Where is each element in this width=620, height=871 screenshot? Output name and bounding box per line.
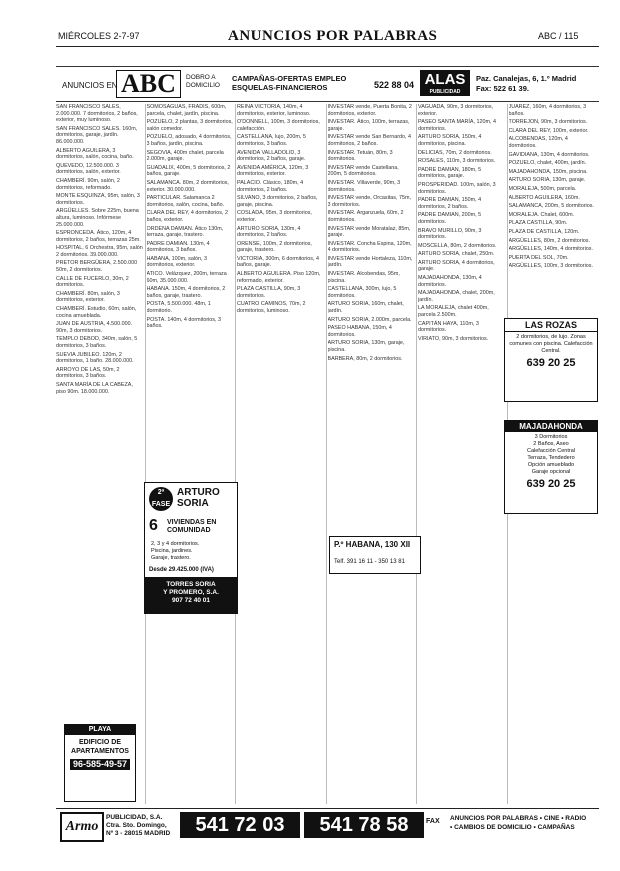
classified-ad: ORENSE, 100m, 2 dormitorios, garaje, trastero. [237,240,312,254]
classified-ad: PASEO SANTA MARÍA, 120m, 4 dormitorios. [418,119,496,132]
classified-ad: LA MORALEJA, chalet 400m, parcela 2.500m. [418,305,489,319]
classified-ad: MORALEJA. Chalet, 600m. [508,211,575,218]
armo-publicidad: PUBLICIDAD, S.A. Ctra. Sto. Domingo, Nº 3 - 28015 MADRID [106,814,171,837]
classified-ad: ARTURO SORIA, 4 dormitorios, garaje. [418,259,495,273]
classified-ad: ALBERTO AGUILERA, 3 dormitorios, salón, cocina, baño. [56,147,134,161]
classified-ad: CLARA DEL REY, 4 dormitorios, 2 baños, exterior. [146,210,228,223]
classified-ad: SANTA MARÍA DE LA CABEZA, piso 90m. 18.000.000. [56,381,133,395]
classified-ad: GUADALIX, 400m, 5 dormitorios, 2 baños, garaje. [146,164,231,178]
habana-phone: Telf. 391 16 11 - 350 13 81 [334,559,405,565]
classified-ad: AVENIDA AMÉRICA, 120m, 3 dormitorios, exterior. [237,164,309,178]
classified-ad: PARTICULAR. Salamanca 2 dormitorios, salón, cocina, baño. [146,195,225,208]
footer-phone-2: 541 78 58 [304,812,424,838]
campanas-text: CAMPAÑAS-OFERTAS EMPLEO ESQUELAS-FINANCIEROS [232,74,347,92]
classified-ad: CHAMBERÍ. 90m, salón, 2 dormitorios, reformado. [56,177,120,191]
classified-ad: ARTURO SORIA, chalet, 250m. [418,251,495,258]
classified-ad: ORDENA DAMIAN. Ático 130m, terraza, garaje, trastero. [146,225,224,239]
classified-ad: VAGUADA, 90m, 3 dormitorios, exterior. [418,104,494,117]
classified-ad: ESPRONCEDA. Ático, 120m, 4 dormitorios, 2 baños, terrazas 25m. [56,230,141,243]
classified-ad: PALACIO. Clásico, 180m, 4 dormitorios, 2 baños. [237,179,304,193]
footer-services: ANUNCIOS POR PALABRAS • CINE • RADIO • CAMBIOS DE DOMICILIO • CAMPAÑAS [450,815,587,831]
promo-viviendas: VIVIENDAS EN COMUNIDAD [167,519,217,534]
classified-ad: PROSPERIDAD. 100m, salón, 3 dormitorios. [418,181,496,195]
rozas-phone: 639 20 25 [526,357,576,369]
classified-ad: PADRE DAMIAN, 150m, 4 dormitorios, 2 baños. [418,197,482,210]
classified-ad: BARBERA, 80m, 2 dormitorios. [327,355,403,362]
classified-ad: MONTE ESQUINZA, 95m, salón, 3 dormitorios. [56,193,140,206]
column-divider [326,104,327,804]
classified-ad: CHAMBERÍ. Estudio, 60m, salón, cocina amueblada. [56,306,137,319]
classified-ad: CASTELLANA, lujo, 200m, 5 dormitorios, 3 baños. [237,134,306,147]
classified-ad: ALBERTO AGUILERA. Piso 120m, reformado, exterior. [237,271,321,284]
classified-ad: CHAMBERÍ. 80m, salón, 3 dormitorios, exterior. [56,290,120,304]
promo-price: Desde 29.425.000 (IVA) [149,567,214,573]
classified-column [328,104,415,804]
classified-ad: COSLADA, 95m, 3 dormitorios, exterior. [237,210,312,223]
habana-ad [329,536,421,574]
classified-ad: INVESTAR. Arganzuela, 60m, 2 dormitorios. [327,210,404,223]
classified-ad: AVENIDA VALLADOLID, 3 dormitorios, 2 baños, garaje. [237,149,306,163]
alas-sub: PUBLICIDAD [429,89,461,95]
rozas-body: 2 dormitorios, de lujo. Zonas comunes con piscina. Calefacción Central. [509,334,593,354]
marina-title: PLAYA [65,725,135,735]
classified-ad: SAN FRANCISCO SALES. 160m, dormitorios, garaje, jardín. 86.000.000. [56,125,138,145]
classified-ad: INVESTAR. Villaverde, 90m, 3 dormitorios. [327,179,401,193]
classified-ad: ARTURO SORIA, 150m, 4 dormitorios, piscina. [418,134,482,147]
las-rozas-ad [504,318,598,402]
majadahonda-ad [504,420,598,514]
classified-ad: INVESTAR vende, Puerta Bonita, 2 dormitorios, exterior. [327,104,412,117]
arturo-soria-promo [144,482,238,614]
classified-ad: CASTELLANA, 300m, lujo, 5 dormitorios. [327,286,397,299]
classified-ad: MAJADAHONDA, 130m, 4 dormitorios. [418,275,482,288]
classified-ad: BRAVO MURILLO, 90m, 3 dormitorios. [418,227,482,241]
classified-ad: SAN FRANCISCO SALES, 2.000.000. 7 dormitorios, 2 baños, exterior, muy luminoso. [56,104,138,124]
promo-number: 6 [149,517,158,534]
alas-logo [420,70,470,96]
alas-address: Paz. Canalejas, 6, 1.º Madrid [476,74,577,83]
anuncios-label: ANUNCIOS EN [62,81,118,90]
classified-ad: HABANA, 100m, salón, 3 dormitorios, exterior. [146,255,208,269]
classified-ad: POSTA, 5.500.000. 48m, 1 dormitorio. [146,301,211,315]
classified-ad: ARGÜELLES, 100m, 3 dormitorios. [508,263,593,270]
promo-features: 2, 3 y 4 dormitorios. Piscina, jardines. Garaje, trastero. [151,541,200,561]
classified-ad: INVESTAR vende Moratalaz, 85m, garaje. [327,225,411,239]
classified-ad: SILVANO, 3 dormitorios, 2 baños, garaje, piscina. [237,195,318,208]
classified-ad: ARTURO SORIA, 130m, garaje. [508,177,586,184]
classified-ad: ROSALES, 110m, 3 dormitorios. [418,158,496,165]
classified-ad: VICTORIA, 300m, 6 dormitorios, 4 baños, garaje. [237,255,319,269]
classified-column [56,104,143,804]
promo-contact: TORRES SORIA Y PROMERO, S.A. 907 72 40 01 [145,577,237,613]
maja-body: 3 Dormitorios 2 Baños, Aseo Calefacción Central Terraza, Tendedero Opción amueblado Garaje opcional [527,434,575,475]
campanas-phone: 522 88 04 [374,80,415,90]
classified-ad: SOMOSAGUAS, FRADIS, 600m, parcela, chalet, jardín, piscina. [146,104,227,117]
classified-ad: INVESTAR vende, Orcasitas, 75m, 3 dormitorios. [327,195,411,208]
armo-logo: Armo [60,812,104,842]
classified-ad: INVESTAR. Concha Espina, 120m, 4 dormitorios. [327,240,412,254]
classified-ad: INVESTAR vende Hortaleza, 110m, jardín. [327,255,413,269]
classified-ad: PRETOR BERGÜERA, 2.500.000 50m, 2 dormitorios. [56,260,138,274]
header-rule [56,46,599,47]
column-divider [235,104,236,804]
maja-title: MAJADAHONDA [505,421,597,432]
classified-ad: PLAZA CASTILLA, 90m. [508,220,568,227]
classified-ad: POZUELO, chalet, 400m, jardín. [508,160,587,167]
promo-brand: ARTURO SORIA [177,487,220,509]
classified-ad: ARGÜELLES. Sobre 225m, buena altura, luminoso. Infórmese 25.000.000. [56,208,139,228]
classified-ad: JUÁREZ, 160m, 4 dormitorios, 3 baños. [508,104,587,117]
classified-ad: ARROYO DE LAS, 50m, 2 dormitorios, 3 baños. [56,366,120,380]
classified-ad: POZUELO, adosado, 4 dormitorios, 3 baños, jardín, piscina. [146,134,232,147]
classified-ad: MORALEJA, 500m, parcela. [508,185,577,192]
classified-ad: HABANA. 150m, 4 dormitorios, 2 baños, garaje, trastero. [146,286,226,299]
classified-ad: ARTURO SORIA, 2.000m, parcela. [327,316,412,323]
classified-ad: ARTURO SORIA, 160m, chalet, jardín. [327,301,404,315]
classified-ad: DELICIAS, 70m, 2 dormitorios. [418,149,492,156]
classified-ad: INVESTAR vende San Bernardo, 4 dormitorios, 2 baños. [327,134,411,147]
column-divider [145,104,146,804]
footer-fax: FAX [426,818,440,825]
classified-ad: PASEO HABANA, 150m, 4 dormitorios. [327,325,392,338]
rozas-title: LAS ROZAS [505,319,597,332]
page-number: ABC / 115 [538,31,579,41]
playa-ad [64,724,136,802]
classified-ad: SALAMANCA, 200m, 5 dormitorios. [508,203,594,210]
maja-phone: 639 20 25 [526,478,576,490]
classified-column [237,104,324,804]
classified-ad: MAJADAHONDA, 150m, piscina. [508,168,588,175]
classified-column [147,104,234,804]
classified-ad: ARGÜELLES, 140m, 4 dormitorios. [508,246,593,253]
classified-ad: INVESTAR. Ático, 100m, terrazas, garaje. [327,119,410,132]
classified-ad: PADRE DAMIAN, 200m, 5 dormitorios. [418,212,482,225]
classified-ad: ALBERTO AGUILERA, 160m. [508,194,580,201]
classified-ad: PADRE DAMIAN, 180m, 5 dormitorios, garaje. [418,166,482,180]
classified-ad: CALLE DE FUCERLO, 30m, 2 dormitorios. [56,275,129,289]
classified-ad: VIRIATO, 90m, 3 dormitorios. [418,335,489,342]
classified-ad: SALAMANCA. 80m, 2 dormitorios, exterior. 30.000.000. [146,179,229,193]
domicilio-text: DOBRO A DOMICILIO [186,74,220,89]
classified-ad: ARTURO SORIA, 130m, 4 dormitorios, 2 baños. [237,225,301,239]
alas-name: ALAS [424,71,466,88]
classified-ad: POSTA. 140m, 4 dormitorios, 3 baños. [146,316,221,330]
classified-ad: INVESTAR. Alcobendas, 95m, piscina. [327,271,400,284]
alas-address-block [476,74,576,94]
classified-ad: PLAZA DE CASTILLA, 120m. [508,228,580,235]
abc-logo: ABC [116,70,181,98]
classified-ad: TORREJON, 90m, 3 dormitorios. [508,119,588,126]
page-title: ANUNCIOS POR PALABRAS [228,28,438,44]
classified-ad: PUERTA DEL SOL, 70m. [508,254,569,261]
alas-fax: Fax: 522 61 39. [476,84,529,93]
fase-badge: 2ª FASE [149,487,173,511]
classified-ad: SEGOVIA, 400m chalet, parcela 2.000m, garaje. [146,149,224,163]
footer-phone-1: 541 72 03 [180,812,300,838]
habana-title: P.º HABANA, 130 XII [334,540,411,549]
marina-phone: 96-585-49-57 [70,759,130,770]
classified-ad: ARGÜELLES, 80m, 2 dormitorios. [508,237,590,244]
classified-ad: QUEVEDO, 12.500.000. 3 dormitorios, salón, exterior. [56,162,121,176]
classified-ad: MAJADAHONDA, chalet, 200m, jardín. [418,290,495,303]
classified-ad: ATICO. Velázquez, 200m, terraza 60m, 35.000.000. [146,271,227,284]
classified-ad: CLARA DEL REY, 100m, exterior. [508,127,589,134]
classified-ad: REINA VICTORIA, 140m, 4 dormitorios, exterior, luminoso. [237,104,311,117]
classified-ad: INVESTAR. Tetuán, 80m, 3 dormitorios. [327,149,393,163]
classified-ad: TEMPLO DEBOD, 340m, salón, 5 dormitorios, 3 baños. [56,336,138,349]
classified-ad: ALCOBENDAS, 120m, 4 dormitorios. [508,136,568,149]
header-date: MIÉRCOLES 2-7-97 [58,31,140,41]
classified-ad: HOSPITAL, 6 Orchestra, 95m, salón 2 dormitorios. 39.000.000. [56,245,143,258]
classified-column [418,104,505,804]
classified-ad: O'DONNELL, 100m, 3 dormitorios, calefacción. [237,119,320,132]
classified-ad: PLAZA CASTILLA, 90m, 3 dormitorios. [237,286,301,299]
classified-ad: CAPITÁN HAYA, 110m, 3 dormitorios. [418,320,479,334]
marina-body: EDIFICIO DE APARTAMENTOS [71,739,129,755]
classified-ad: SUEVIA JUBILEO. 120m, 2 dormitorios, 1 baño. 28.000.000. [56,351,134,365]
classified-ad: ARTURO SORIA, 130m, garaje, piscina. [327,340,405,353]
classified-ad: POZUELO, 2 plantas, 3 dormitorios, salón comedor. [146,119,233,132]
column-divider [416,104,417,804]
classified-ad: PADRE DAMIAN. 130m, 4 dormitorios, 3 baños. [146,240,210,254]
classified-ad: GAVIDIANA, 130m, 4 dormitorios. [508,151,590,158]
classified-ad: MOSCELLA, 80m, 2 dormitorios. [418,242,497,249]
classified-ad: JUAN DE AUSTRIA, 4.500.000. 90m, 3 dormitorios. [56,321,133,334]
classified-ad: CUATRO CAMINOS, 70m, 2 dormitorios, luminoso. [237,301,306,315]
classified-ad: INVESTAR vende Castellana, 200m, 5 dormitorios. [327,164,399,178]
